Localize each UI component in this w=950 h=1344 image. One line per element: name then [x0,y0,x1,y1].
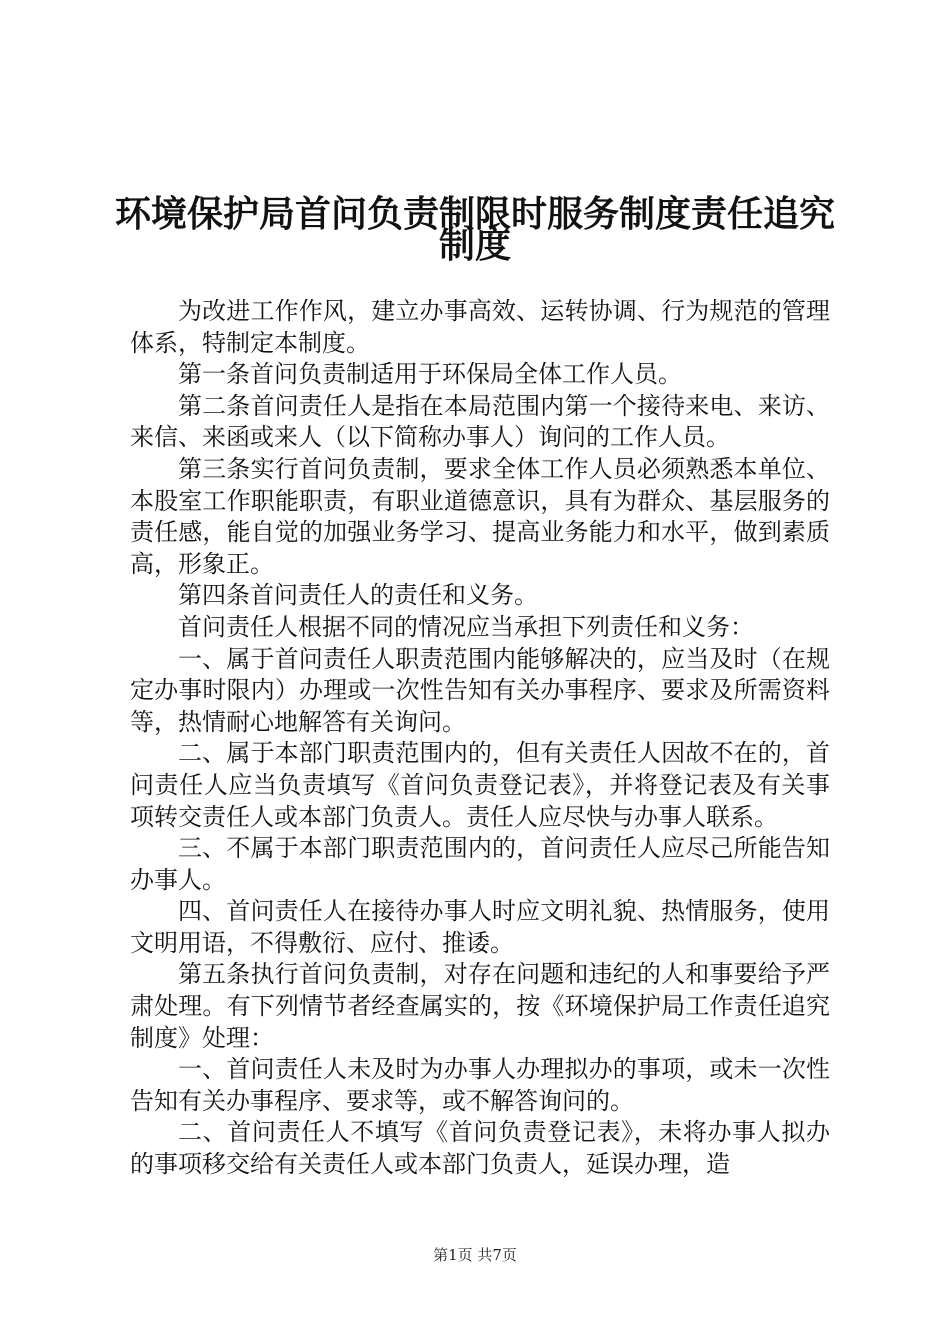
paragraph-article-4-item-1: 一、属于首问责任人职责范围内能够解决的，应当及时（在规定办事时限内）办理或一次性告知有关办事程序、要求及所需资料等，热情耐心地解答有关询问。 [130,644,830,736]
paragraph-article-5-item-2: 二、首问责任人不填写《首问负责登记表》，未将办事人拟办的事项移交给有关责任人或本部门负责人，延误办理，造 [130,1118,830,1179]
paragraph-article-2: 第二条首问责任人是指在本局范围内第一个接待来电、来访、来信、来函或来人（以下简称办事人）询问的工作人员。 [130,391,830,452]
document-title-line-2: 制度 [438,225,511,266]
paragraph-intro: 为改进工作作风，建立办事高效、运转协调、行为规范的管理体系，特制定本制度。 [130,297,830,357]
paragraph-article-1: 第一条首问负责制适用于环保局全体工作人员。 [178,360,682,389]
paragraph-article-4: 第四条首问责任人的责任和义务。 [178,581,538,610]
page-number-footer: 第1页 共7页 [433,1246,517,1264]
paragraph-article-4-item-4: 四、首问责任人在接待办事人时应文明礼貌、热情服务，使用文明用语，不得敷衍、应付、推诿。 [130,897,830,957]
paragraph-article-3: 第三条实行首问负责制，要求全体工作人员必须熟悉本单位、本股室工作职能职责，有职业道德意识，具有为群众、基层服务的责任感，能自觉的加强业务学习、提高业务能力和水平，做到素质高，形象正。 [130,454,830,578]
paragraph-article-5: 第五条执行首问负责制，对存在问题和违纪的人和事要给予严肃处理。有下列情节者经查属实的，按《环境保护局工作责任追究制度》处理： [130,960,830,1052]
paragraph-article-5-item-1: 一、首问责任人未及时为办事人办理拟办的事项，或未一次性告知有关办事程序、要求等，或不解答询问的。 [130,1055,830,1115]
paragraph-article-4-lead: 首问责任人根据不同的情况应当承担下列责任和义务： [178,612,754,641]
paragraph-article-4-item-3: 三、不属于本部门职责范围内的，首问责任人应尽己所能告知办事人。 [130,834,830,894]
document-body [130,296,830,1181]
document-title-line-1: 环境保护局首问负责制限时服务制度责任追究 [114,194,835,235]
paragraph-article-4-item-2: 二、属于本部门职责范围内的，但有关责任人因故不在的，首问责任人应当负责填写《首问负责登记表》，并将登记表及有关事项转交责任人或本部门负责人。责任人应尽快与办事人联系。 [130,739,830,831]
